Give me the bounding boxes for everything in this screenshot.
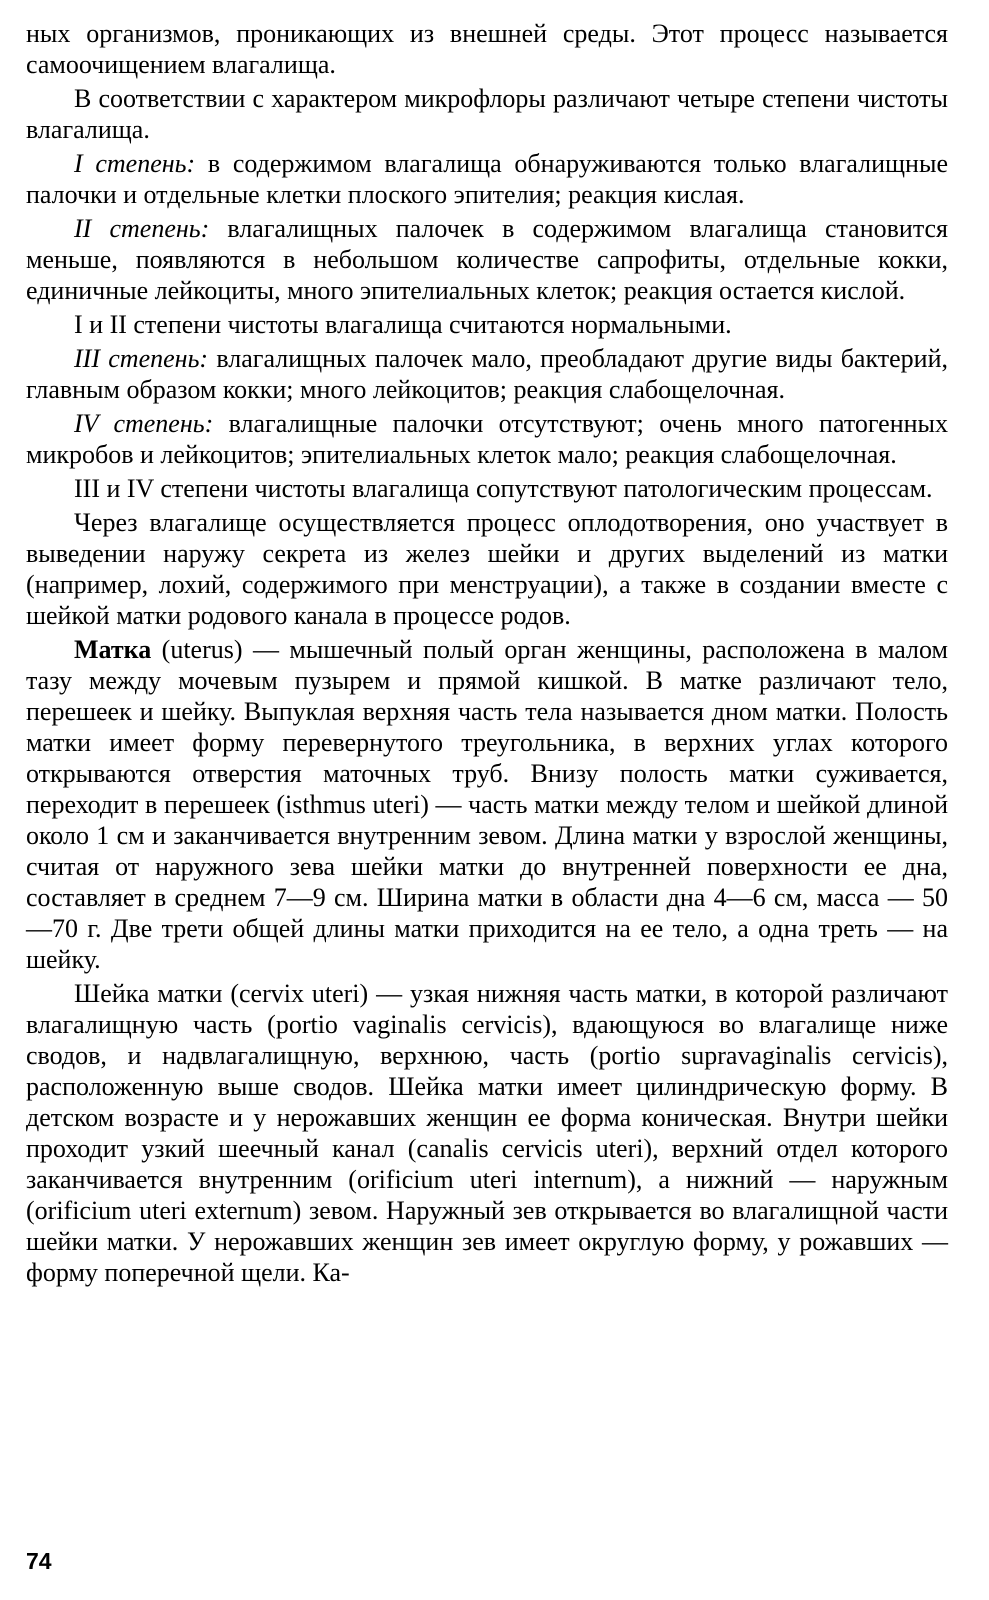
paragraph-text: В соответствии с характером микрофлоры различают четыре степени чистоты влагалища.	[26, 84, 948, 144]
degree-term: III степень:	[74, 344, 209, 373]
paragraph-degree-3	[26, 343, 948, 405]
uterus-term: Матка	[74, 635, 152, 664]
paragraph-text: I и II степени чистоты влагалища считаются нормальными.	[74, 310, 732, 339]
paragraph-purity-degrees	[26, 83, 948, 145]
paragraph-intro	[26, 18, 948, 80]
paragraph-text: влагалищных палочек мало, преобладают другие виды бактерий, главным образом кокки; много лейкоцитов; реакция слабощелочная.	[26, 344, 948, 404]
paragraph-degree-4	[26, 408, 948, 470]
paragraph-degree-1	[26, 148, 948, 210]
paragraph-text: в содержимом влагалища обнаруживаются только влагалищные палочки и отдельные клетки плоского эпителия; реакция кислая.	[26, 149, 948, 209]
paragraph-text: Через влагалище осуществляется процесс оплодотворения, оно участвует в выведении наружу секрета из желез шейки и других выделений из матки (например, лохий, содержимого при менструации), а также в создании вместе с шейкой матки родового канала в процессе родов.	[26, 508, 948, 630]
paragraph-normal-degrees	[26, 309, 948, 340]
paragraph-cervix	[26, 978, 948, 1288]
paragraph-uterus	[26, 634, 948, 975]
paragraph-text: III и IV степени чистоты влагалища сопутствуют патологическим процессам.	[74, 474, 933, 503]
paragraph-text: ных организмов, проникающих из внешней среды. Этот процесс называется самоочищением влагалища.	[26, 19, 948, 79]
paragraph-text: влагалищных палочек в содержимом влагалища становится меньше, появляются в небольшом количестве сапрофиты, отдельные кокки, единичные лейкоциты, много эпителиальных клеток; реакция остается кислой.	[26, 214, 948, 305]
degree-term: I степень:	[74, 149, 196, 178]
degree-term: II степень:	[74, 214, 210, 243]
paragraph-vagina-function	[26, 507, 948, 631]
paragraph-degree-2	[26, 213, 948, 306]
paragraph-text: влагалищные палочки отсутствуют; очень много патогенных микробов и лейкоцитов; эпителиальных клеток мало; реакция слабощелочная.	[26, 409, 948, 469]
paragraph-pathological-degrees	[26, 473, 948, 504]
degree-term: IV степень:	[74, 409, 214, 438]
paragraph-text: Шейка матки (cervix uteri) — узкая нижняя часть матки, в которой различают влагалищную часть (portio vaginalis cervicis), вдающуюся во влагалище ниже сводов, и надвлагалищную, верхнюю, часть (portio supravaginalis cervicis), расположенную выше сводов. Шейка матки имеет цилиндрическую форму. В детском возрасте и у нерожавших женщин ее форма коническая. Внутри шейки проходит узкий шеечный канал (canalis cervicis uteri), верхний отдел которого заканчивается внутренним (orificium uteri internum), а нижний — наружным (orificium uteri externum) зевом. Наружный зев открывается во влагалищной части шейки матки. У нерожавших женщин зев имеет округлую форму, у рожавших — форму поперечной щели. Ка-	[26, 979, 948, 1287]
paragraph-text: (uterus) — мышечный полый орган женщины, расположена в малом тазу между мочевым пузырем и прямой кишкой. В матке различают тело, перешеек и шейку. Выпуклая верхняя часть тела называется дном матки. Полость матки имеет форму перевернутого треугольника, в верхних углах которого открываются отверстия маточных труб. Внизу полость матки суживается, переходит в перешеек (isthmus uteri) — часть матки между телом и шейкой длиной около 1 см и заканчивается внутренним зевом. Длина матки у взрослой женщины, считая от наружного зева шейки матки до внутренней поверхности ее дна, составляет в среднем 7—9 см. Ширина матки в области дна 4—6 см, масса — 50—70 г. Две трети общей длины матки приходится на ее тело, а одна треть — на шейку.	[26, 635, 948, 974]
page-body	[26, 18, 948, 1288]
page-number: 74	[26, 1548, 52, 1574]
